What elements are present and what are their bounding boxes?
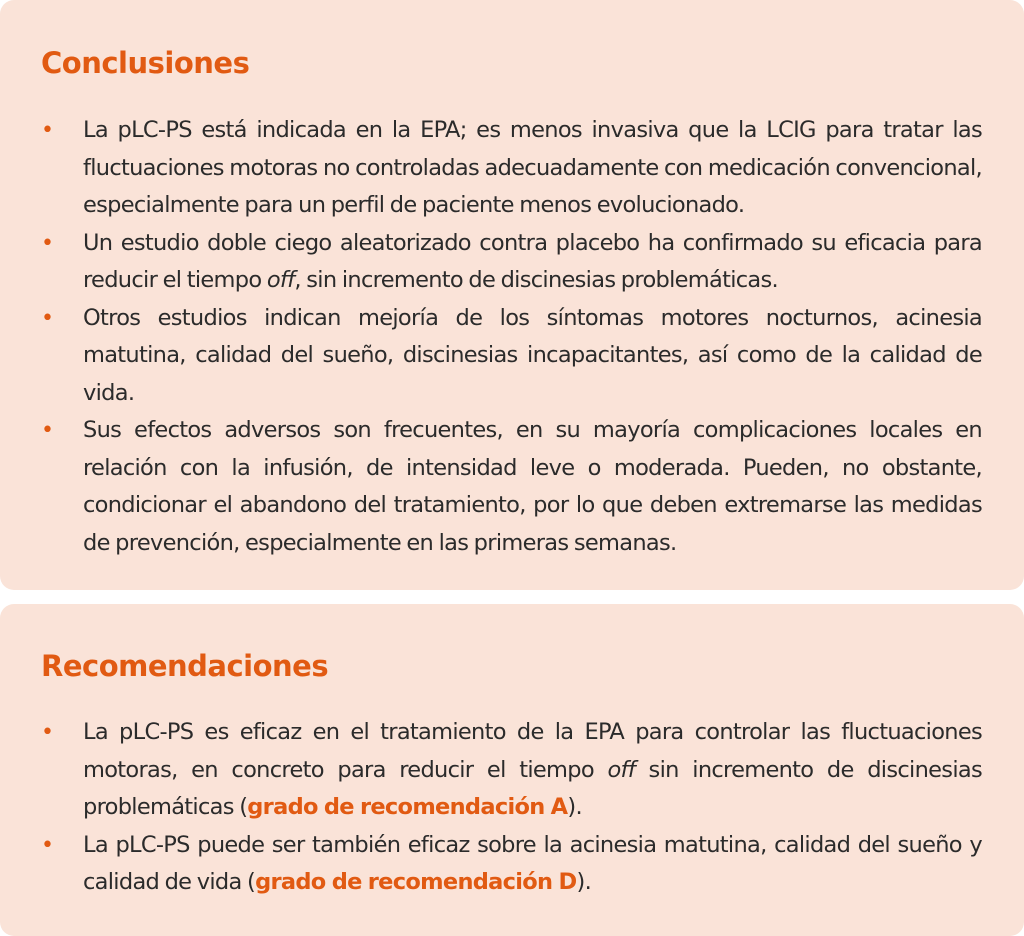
recommendation-grade-a: grado de recomendación A [247,794,568,820]
conclusiones-title: Conclusiones [41,46,250,80]
recomendacion-item-1-text-middle: sin incremento de discinesias problemáticas ( [83,756,982,820]
conclusion-item-3-text: Otros estudios indican mejoría de los síntomas motores nocturnos, acinesia matutina, calidad del sueño, discinesias incapacitantes, así como de la calidad de vida. [83,304,982,406]
conclusion-item-1-text: La pLC-PS está indicada en la EPA; es menos invasiva que la LCIG para tratar las fluctuaciones motoras no controladas adecuadamente con medicación convencional, especialmente para un perfil de paciente menos evolucionado. [83,117,982,218]
conclusion-item-4-text: Sus efectos adversos son frecuentes, en su mayoría complicaciones locales en relación con la infusión, de intensidad leve o moderada. Pueden, no obstante, condicionar el abandono del tratamiento, por lo que deben extremarse las medidas de prevención, especialmente en las primeras semanas. [83,417,982,556]
recomendaciones-title: Recomendaciones [41,649,329,683]
conclusion-item-2-emphasis: off [266,267,295,293]
recomendaciones-list [0,714,1024,902]
bullet-icon: • [41,230,54,256]
recomendacion-item-1-text-after: ). [567,794,582,820]
conclusion-item-2 [0,225,1024,300]
bullet-icon: • [41,720,54,745]
conclusion-item-1 [0,112,1024,225]
bullet-icon: • [41,118,54,143]
bullet-icon: • [41,305,54,331]
conclusion-item-2-text-after: , sin incremento de discinesias problemáticas. [294,267,778,293]
bullet-icon: • [41,832,54,858]
recomendacion-item-2-text-before: La pLC-PS puede ser también eficaz sobre la acinesia matutina, calidad del sueño y calidad de vida ( [83,831,982,895]
conclusion-item-2-text-before: Un estudio doble ciego aleatorizado contra placebo ha confirmado su eficacia para reducir el tiempo [83,229,982,293]
conclusion-item-3 [0,300,1024,413]
recomendacion-item-2-text-after: ). [576,869,592,895]
recommendation-grade-d: grado de recomendación D [255,869,577,895]
recomendacion-item-2 [0,827,1024,902]
recomendacion-item-1-text-before: La pLC-PS es eficaz en el tratamiento de la EPA para controlar las fluctuaciones motoras, en concreto para reducir el tiempo [83,719,982,783]
recomendaciones-box [0,604,1024,936]
recomendacion-item-1-emphasis: off [607,756,635,783]
conclusiones-list [0,112,1024,562]
conclusion-item-4 [0,412,1024,562]
recomendacion-item-1 [0,714,1024,827]
bullet-icon: • [41,418,54,443]
